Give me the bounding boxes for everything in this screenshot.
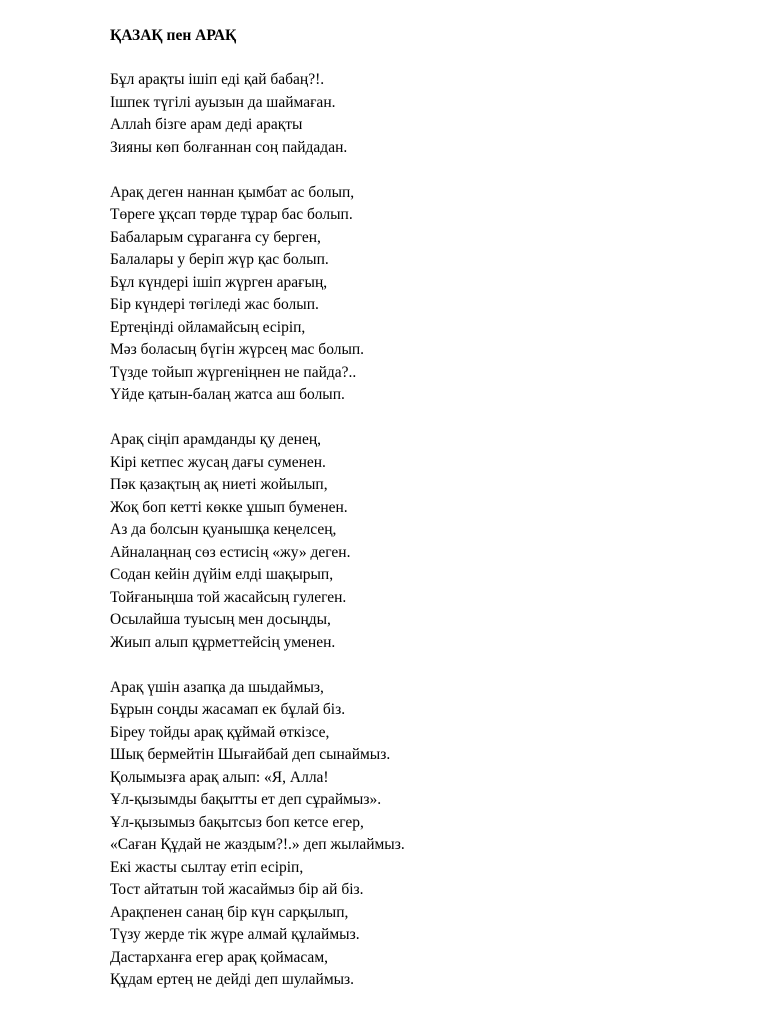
poem-line: Мәз боласың бүгін жүрсең мас болып. (110, 341, 365, 358)
poem-title: ҚАЗАҚ пен АРАҚ (110, 27, 237, 44)
poem-line: Осылайша туысың мен досыңды, (110, 611, 331, 628)
poem-line: Төреге ұқсап төрде тұрар бас болып. (110, 206, 353, 223)
poem-line: Үйде қатын-балаң жатса аш болып. (110, 386, 345, 403)
poem-body (110, 69, 710, 992)
poem-stanza (110, 429, 710, 654)
poem-line: Бабаларым сұраганға су берген, (110, 228, 321, 246)
poem-line: Аз да болсын қуанышқа кеңелсең, (110, 521, 337, 538)
poem-line: Бұл күндері ішіп жүрген арағың, (110, 273, 328, 291)
poem (110, 25, 710, 1014)
poem-line: Тойғаныңша той жасайсың гулеген. (110, 588, 347, 606)
poem-line: Содан кейін дүйім елді шақырып, (110, 566, 334, 583)
poem-line: Тост айтатын той жасаймыз бір ай біз. (110, 881, 364, 898)
poem-line: Арақ үшін азапқа да шыдаймыз, (110, 678, 324, 696)
poem-line: Ішпек түгілі ауызын да шаймаған. (110, 93, 336, 111)
poem-line: Кірі кетпес жусаң дағы суменен. (110, 453, 326, 471)
poem-line: Зияны көп болғаннан соң пайдадан. (110, 138, 348, 156)
poem-line: Ұл-қызымыз бақытсыз боп кетсе егер, (110, 813, 364, 831)
poem-stanza (110, 69, 710, 159)
poem-line: Ертеңінді ойламайсың есіріп, (110, 318, 306, 336)
poem-line: Бұрын соңды жасамап ек бұлай біз. (110, 701, 346, 718)
poem-line: Шық бермейтін Шығайбай деп сынаймыз. (110, 746, 391, 763)
poem-line: Дастарханға егер арақ қоймасам, (110, 948, 328, 966)
poem-line: Аллаһ бізге арам деді арақты (110, 116, 303, 133)
poem-line: Құдам ертең не дейді деп шулаймыз. (110, 971, 355, 988)
poem-line: Жиып алып құрметтейсің уменен. (110, 633, 336, 651)
poem-line: Түзу жерде тік жүре алмай құлаймыз. (110, 926, 360, 943)
poem-stanza (110, 677, 710, 992)
poem-line: Пәк қазақтың ақ ниеті жойылып, (110, 476, 328, 493)
poem-line: Бұл арақты ішіп еді қай бабаң?!. (110, 71, 325, 88)
poem-line: Жоқ боп кетті көкке ұшып буменен. (110, 498, 348, 516)
poem-line: Арақ деген наннан қымбат ас болып, (110, 183, 355, 201)
poem-line: Арақ сіңіп арамданды қу денең, (110, 431, 322, 448)
poem-line: Біреу тойды арақ құймай өткізсе, (110, 723, 330, 741)
poem-line: «Саған Құдай не жаздым?!.» деп жылаймыз. (110, 836, 405, 853)
poem-line: Түзде тойып жүргеніңнен не пайда?.. (110, 363, 357, 381)
poem-line: Ұл-қызымды бақытты ет деп сұраймыз». (110, 791, 382, 808)
poem-line: Бір күндері төгіледі жас болып. (110, 296, 319, 313)
poem-line: Екі жасты сылтау етіп есіріп, (110, 858, 304, 876)
poem-stanza (110, 182, 710, 407)
poem-line: Айналаңнаң сөз естисің «жу» деген. (110, 543, 351, 561)
poem-line: Арақпенен санаң бір күн сарқылып, (110, 903, 349, 921)
poem-line: Балалары у беріп жүр қас болып. (110, 251, 329, 268)
poem-line: Қолымызға арақ алып: «Я, Алла! (110, 768, 329, 786)
